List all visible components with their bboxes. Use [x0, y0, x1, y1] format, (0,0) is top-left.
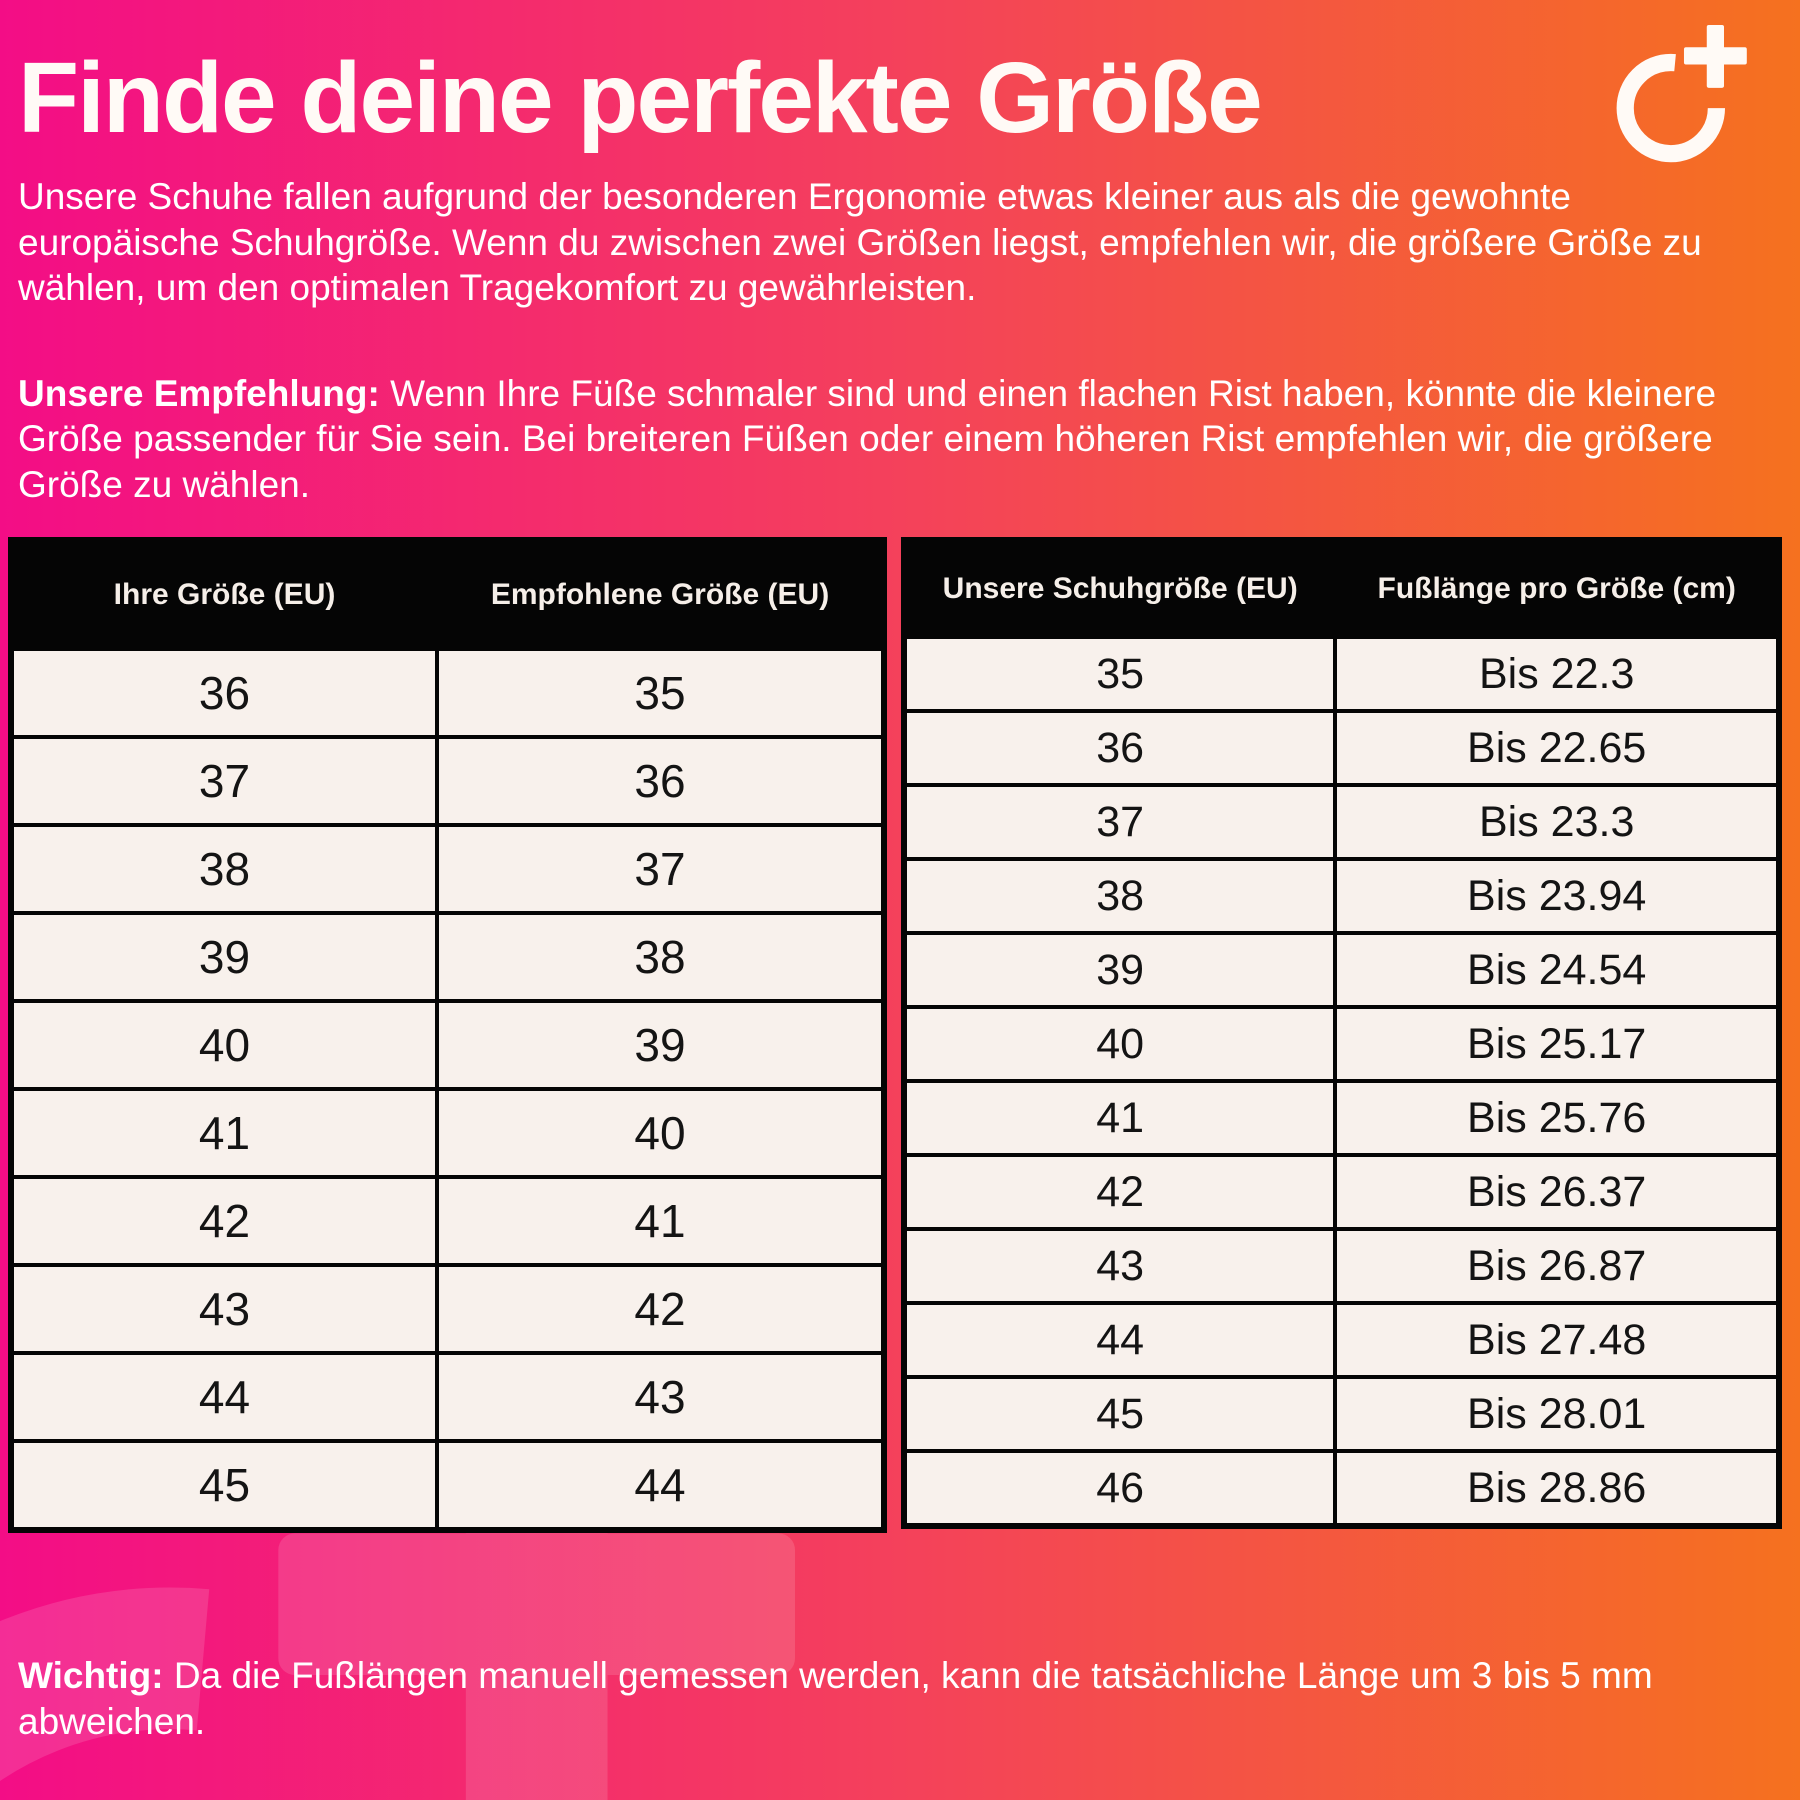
circle-plus-logo-icon — [1610, 25, 1762, 177]
recommendation-paragraph — [18, 371, 1763, 508]
table-cell: 45 — [11, 1441, 437, 1530]
table-row — [11, 1001, 884, 1089]
table-cell: Bis 23.94 — [1335, 859, 1779, 933]
table-row — [904, 1155, 1779, 1229]
column-header-your-size: Ihre Größe (EU) — [11, 540, 437, 649]
table-cell: Bis 23.3 — [1335, 785, 1779, 859]
table-cell: Bis 28.01 — [1335, 1377, 1779, 1451]
table-cell: 44 — [904, 1303, 1335, 1377]
table-cell: 41 — [11, 1089, 437, 1177]
table-row — [11, 1353, 884, 1441]
table-cell: 45 — [904, 1377, 1335, 1451]
note-label: Wichtig: — [18, 1655, 164, 1696]
table-cell: 44 — [11, 1353, 437, 1441]
table-cell: 42 — [437, 1265, 884, 1353]
table-cell: 43 — [11, 1265, 437, 1353]
table-cell: 40 — [437, 1089, 884, 1177]
table-cell: 39 — [904, 933, 1335, 1007]
note-text: Da die Fußlängen manuell gemessen werden, kann die tatsächliche Länge um 3 bis 5 mm abweichen. — [18, 1655, 1653, 1743]
table-cell: Bis 26.37 — [1335, 1155, 1779, 1229]
note-paragraph — [18, 1653, 1763, 1746]
table-cell: 41 — [904, 1081, 1335, 1155]
foot-length-table — [901, 537, 1782, 1529]
table-cell: Bis 25.17 — [1335, 1007, 1779, 1081]
table-cell: 36 — [437, 737, 884, 825]
table-row — [11, 737, 884, 825]
table-cell: 46 — [904, 1451, 1335, 1526]
table-row — [11, 1265, 884, 1353]
table-cell: Bis 28.86 — [1335, 1451, 1779, 1526]
table-cell: Bis 22.3 — [1335, 637, 1779, 711]
table-row — [904, 859, 1779, 933]
size-tables-row — [8, 537, 1782, 1533]
table-row — [904, 785, 1779, 859]
recommendation-label: Unsere Empfehlung: — [18, 372, 380, 414]
table-cell: Bis 27.48 — [1335, 1303, 1779, 1377]
table-row — [11, 649, 884, 737]
table-cell: 39 — [11, 913, 437, 1001]
table-cell: Bis 25.76 — [1335, 1081, 1779, 1155]
page-title: Finde deine perfekte Größe — [18, 42, 1261, 154]
column-header-recommended-size: Empfohlene Größe (EU) — [437, 540, 884, 649]
table-cell: 35 — [904, 637, 1335, 711]
table-row — [904, 933, 1779, 1007]
size-conversion-table — [8, 537, 887, 1533]
column-header-foot-length: Fußlänge pro Größe (cm) — [1335, 540, 1779, 637]
table-cell: 36 — [904, 711, 1335, 785]
table-cell: 36 — [11, 649, 437, 737]
table-row — [904, 1303, 1779, 1377]
table-cell: 42 — [904, 1155, 1335, 1229]
table-row — [904, 1081, 1779, 1155]
table-cell: Bis 22.65 — [1335, 711, 1779, 785]
column-header-shoe-size: Unsere Schuhgröße (EU) — [904, 540, 1335, 637]
table-cell: Bis 26.87 — [1335, 1229, 1779, 1303]
table-cell: 44 — [437, 1441, 884, 1530]
table-row — [11, 825, 884, 913]
table-cell: 37 — [904, 785, 1335, 859]
table-cell: Bis 24.54 — [1335, 933, 1779, 1007]
table-row — [11, 1441, 884, 1530]
intro-paragraph: Unsere Schuhe fallen aufgrund der besonderen Ergonomie etwas kleiner aus als die gewohnte europäische Schuhgröße. Wenn du zwischen zwei Größen liegst, empfehlen wir, die größere Größe zu wählen, um den optimalen Tragekomfort zu gewährleisten. — [18, 176, 1702, 308]
table-row — [904, 1007, 1779, 1081]
table-header-row — [11, 540, 884, 649]
table-row — [11, 1089, 884, 1177]
table-row — [904, 1229, 1779, 1303]
header-row — [18, 0, 1782, 154]
table-cell: 40 — [904, 1007, 1335, 1081]
table-cell: 39 — [437, 1001, 884, 1089]
recommendation-text: Wenn Ihre Füße schmaler sind und einen flachen Rist haben, könnte die kleinere Größe passender für Sie sein. Bei breiteren Füßen oder einem höheren Rist empfehlen wir, die größere Größe zu wählen. — [18, 372, 1717, 505]
table-row — [904, 711, 1779, 785]
table-cell: 40 — [11, 1001, 437, 1089]
table-cell: 43 — [437, 1353, 884, 1441]
table-row — [11, 913, 884, 1001]
table-cell: 38 — [437, 913, 884, 1001]
table-row — [11, 1177, 884, 1265]
table-header-row — [904, 540, 1779, 637]
table-cell: 37 — [437, 825, 884, 913]
table-row — [904, 637, 1779, 711]
table-row — [904, 1451, 1779, 1526]
table-cell: 35 — [437, 649, 884, 737]
table-cell: 38 — [11, 825, 437, 913]
table-cell: 37 — [11, 737, 437, 825]
table-cell: 41 — [437, 1177, 884, 1265]
table-cell: 42 — [11, 1177, 437, 1265]
table-row — [904, 1377, 1779, 1451]
table-cell: 38 — [904, 859, 1335, 933]
table-cell: 43 — [904, 1229, 1335, 1303]
